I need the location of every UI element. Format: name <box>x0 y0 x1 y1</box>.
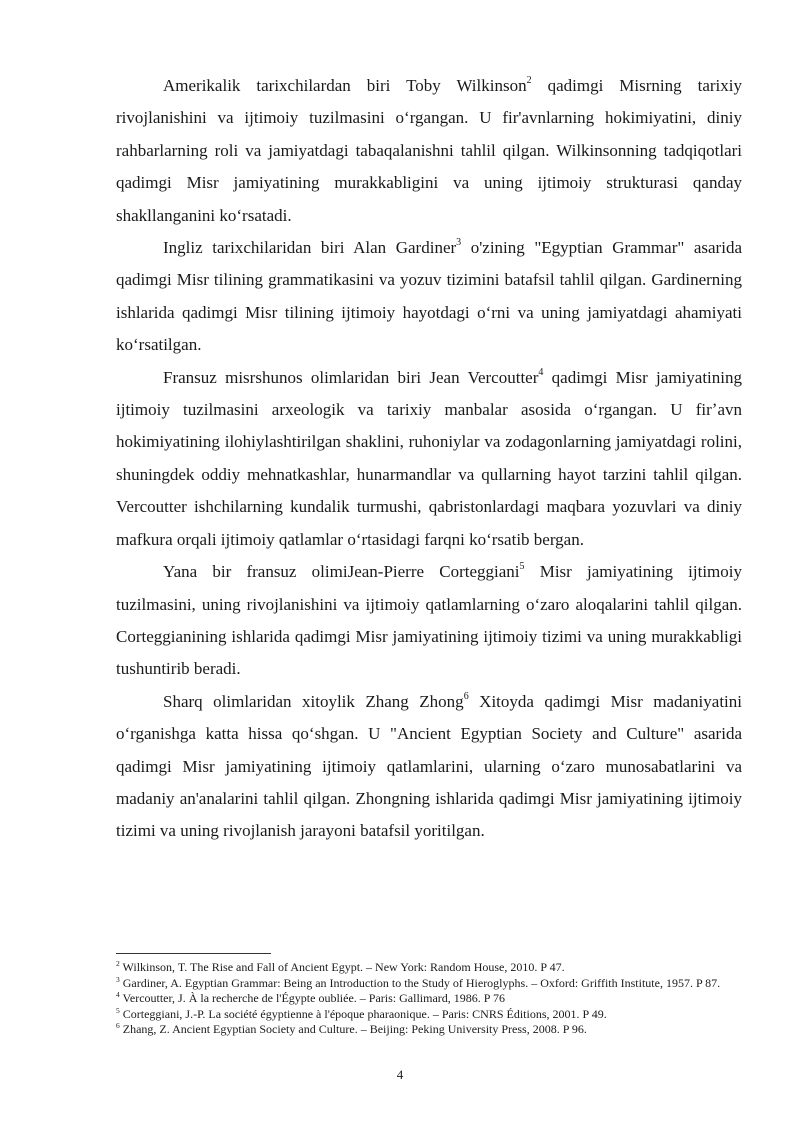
paragraph-text: Xitoyda qadimgi Misr madaniyatini oʻrganishga katta hissa qoʻshgan. U "Ancient Egyptian Society and Culture" asarida qadimgi Misr jamiyatining ijtimoiy qatlamlarini, ularning oʻzaro munosabatlarini va madaniy an'analarini tahlil qilgan. Zhongning ishlarida qadimgi Misr jamiyatining ijtimoiy tizimi va uning rivojlanish jarayoni batafsil yoritilgan. <box>116 691 742 841</box>
footnote-item <box>116 976 742 992</box>
footnote-item <box>116 991 742 1007</box>
paragraph-text: Sharq olimlaridan xitoylik Zhang Zhong <box>163 691 464 711</box>
paragraph-text: qadimgi Misrning tarixiy rivojlanishini va ijtimoiy tuzilmasini oʻrgangan. U fir'avnlarning hokimiyatini, diniy rahbarlarning roli va jamiyatdagi tabaqalanishni tahlil qilgan. Wilkinsonning tadqiqotlari qadimgi Misr jamiyatining murakkabligini va uning ijtimoiy strukturasi qanday shakllanganini koʻrsatadi. <box>116 76 742 225</box>
footnote-number: 5 <box>116 1005 120 1015</box>
footnote-text: Zhang, Z. Ancient Egyptian Society and Culture. – Beijing: Peking University Press, 2008. P 96. <box>119 1022 587 1037</box>
footnote-reference: 5 <box>519 561 525 573</box>
paragraph-text: qadimgi Misr jamiyatining ijtimoiy tuzilmasini arxeologik va tarixiy manbalar asosida oʻrgangan. U firʼavn hokimiyatining ilohiylashtirilgan shaklini, ruhoniylar va zodagonlarning jamiyatdagi rolini, shuningdek oddiy mehnatkashlar, hunarmandlar va qullarning hayot tarzini tahlil qilgan. Vercoutter ishchilarning kundalik turmushi, qabristonlardagi maqbara yozuvlari va diniy mafkura orqali ijtimoiy qatlamlar oʻrtasidagi farqni koʻrsatib bergan. <box>116 367 742 549</box>
paragraph-text: Ingliz tarixchilaridan biri Alan Gardiner <box>163 238 457 258</box>
footnote-item <box>116 1007 742 1023</box>
footnote-number: 4 <box>116 990 120 1000</box>
footnotes <box>116 960 742 1038</box>
paragraph-wilkinson <box>116 70 742 232</box>
paragraph-gardiner <box>116 232 742 362</box>
footnote-number: 2 <box>116 959 120 968</box>
footnote-number: 6 <box>116 1021 120 1031</box>
footnote-item <box>116 960 742 976</box>
footnote-separator <box>116 953 271 954</box>
footnote-text: Wilkinson, T. The Rise and Fall of Ancient Egypt. – New York: Random House, 2010. P 47. <box>119 960 565 974</box>
paragraph-text: Amerikalik tarixchilardan biri Toby Wilkinson <box>163 76 527 95</box>
footnote-text: Vercoutter, J. À la recherche de l'Égypte oubliée. – Paris: Gallimard, 1986. P 76 <box>119 991 505 1006</box>
footnote-reference: 3 <box>456 237 462 249</box>
paragraph-vercoutter <box>116 362 742 556</box>
footnote-reference: 6 <box>463 691 469 703</box>
body-text <box>116 70 742 848</box>
footnote-text: Corteggiani, J.-P. La société égyptienne à l'époque pharaonique. – Paris: CNRS Éditions, 2001. P 49. <box>119 1006 607 1021</box>
footnote-text: Gardiner, A. Egyptian Grammar: Being an Introduction to the Study of Hieroglyphs. – Oxford: Griffith Institute, 1957. P 87. <box>119 975 721 990</box>
footnote-reference: 4 <box>538 367 544 378</box>
paragraph-text: o'zining "Egyptian Grammar" asarida qadimgi Misr tilining grammatikasini va yozuv tizimini batafsil tahlil qilgan. Gardinerning ishlarida qadimgi Misr tilining ijtimoiy hayotdagi oʻrni va uning jamiyatdagi ahamiyati koʻrsatilgan. <box>116 238 742 355</box>
page-number: 4 <box>396 1067 404 1082</box>
footnote-reference: 2 <box>526 75 532 87</box>
paragraph-zhang <box>116 686 742 848</box>
paragraph-text: Fransuz misrshunos olimlaridan biri Jean Vercoutter <box>163 367 539 387</box>
paragraph-text: Yana bir fransuz olimiJean-Pierre Corteggiani <box>163 562 520 582</box>
paragraph-text: Misr jamiyatining ijtimoiy tuzilmasini, uning rivojlanishini va ijtimoiy qatlamlarning oʻzaro aloqalarini tahlil qilgan. Corteggianining ishlarida qadimgi Misr jamiyatining ijtimoiy tizimi va uning murakkabligi tushuntirib beradi. <box>116 562 742 679</box>
footnote-number: 3 <box>116 974 120 984</box>
footnote-item <box>116 1022 742 1038</box>
paragraph-corteggiani <box>116 556 742 686</box>
